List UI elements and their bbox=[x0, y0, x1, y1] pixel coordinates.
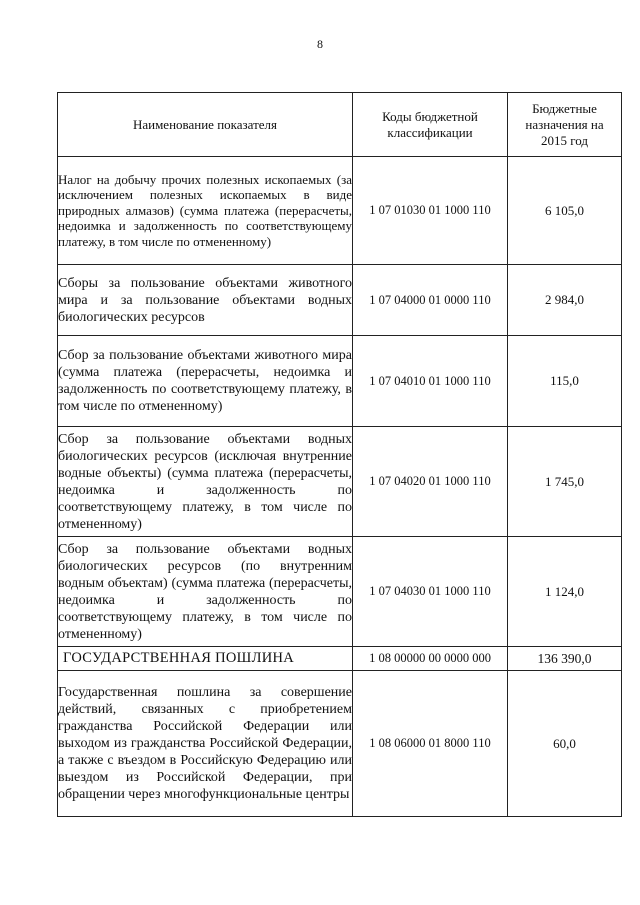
section-title: ГОСУДАРСТВЕННАЯ ПОШЛИНА bbox=[58, 647, 353, 671]
row-amount: 2 984,0 bbox=[508, 265, 622, 336]
row-amount: 1 745,0 bbox=[508, 427, 622, 537]
row-name: Сбор за пользование объектами водных биологических ресурсов (исключая внутренние водные объекты) (сумма платежа (перерасчеты, недоимка и задолженность по соответствующему платежу, в том числе по отмененному) bbox=[58, 427, 353, 537]
header-code: Коды бюджетной классификации bbox=[353, 93, 508, 157]
header-name: Наименование показателя bbox=[58, 93, 353, 157]
table-row bbox=[58, 336, 622, 427]
row-amount: 6 105,0 bbox=[508, 157, 622, 265]
row-amount: 115,0 bbox=[508, 336, 622, 427]
row-name: Государственная пошлина за совершение действий, связанных с приобретением гражданства Российской Федерации или выходом из гражданства Российской Федерации, а также с въездом в Российскую Федерацию или выездом из Российской Федерации, при обращении через многофункциональные центры bbox=[58, 671, 353, 817]
table-row bbox=[58, 537, 622, 647]
row-code: 1 07 01030 01 1000 110 bbox=[353, 157, 508, 265]
row-code: 1 07 04020 01 1000 110 bbox=[353, 427, 508, 537]
row-amount: 1 124,0 bbox=[508, 537, 622, 647]
row-name: Сборы за пользование объектами животного мира и за пользование объектами водных биологических ресурсов bbox=[58, 265, 353, 336]
row-name: Сбор за пользование объектами водных биологических ресурсов (по внутренним водным объектам) (сумма платежа (перерасчеты, недоимка и задолженность по соответствующему платежу, в том числе по отмененному) bbox=[58, 537, 353, 647]
table-row bbox=[58, 157, 622, 265]
table-row bbox=[58, 427, 622, 537]
section-code: 1 08 00000 00 0000 000 bbox=[353, 647, 508, 671]
row-name: Налог на добычу прочих полезных ископаемых (за исключением полезных ископаемых в виде природных алмазов) (сумма платежа (перерасчеты, недоимка и задолженность по соответствующему платежу, в том числе по отмененному) bbox=[58, 157, 353, 265]
header-amount: Бюджетные назначения на 2015 год bbox=[508, 93, 622, 157]
row-code: 1 07 04000 01 0000 110 bbox=[353, 265, 508, 336]
row-code: 1 07 04030 01 1000 110 bbox=[353, 537, 508, 647]
row-name: Сбор за пользование объектами животного мира (сумма платежа (перерасчеты, недоимка и задолженность по соответствующему платежу, в том числе по отмененному) bbox=[58, 336, 353, 427]
page-number: 8 bbox=[317, 37, 323, 51]
table-row bbox=[58, 265, 622, 336]
budget-table bbox=[57, 92, 622, 817]
row-code: 1 08 06000 01 8000 110 bbox=[353, 671, 508, 817]
table-row bbox=[58, 671, 622, 817]
table-header-row bbox=[58, 93, 622, 157]
section-amount: 136 390,0 bbox=[508, 647, 622, 671]
row-code: 1 07 04010 01 1000 110 bbox=[353, 336, 508, 427]
row-amount: 60,0 bbox=[508, 671, 622, 817]
section-row bbox=[58, 647, 622, 671]
